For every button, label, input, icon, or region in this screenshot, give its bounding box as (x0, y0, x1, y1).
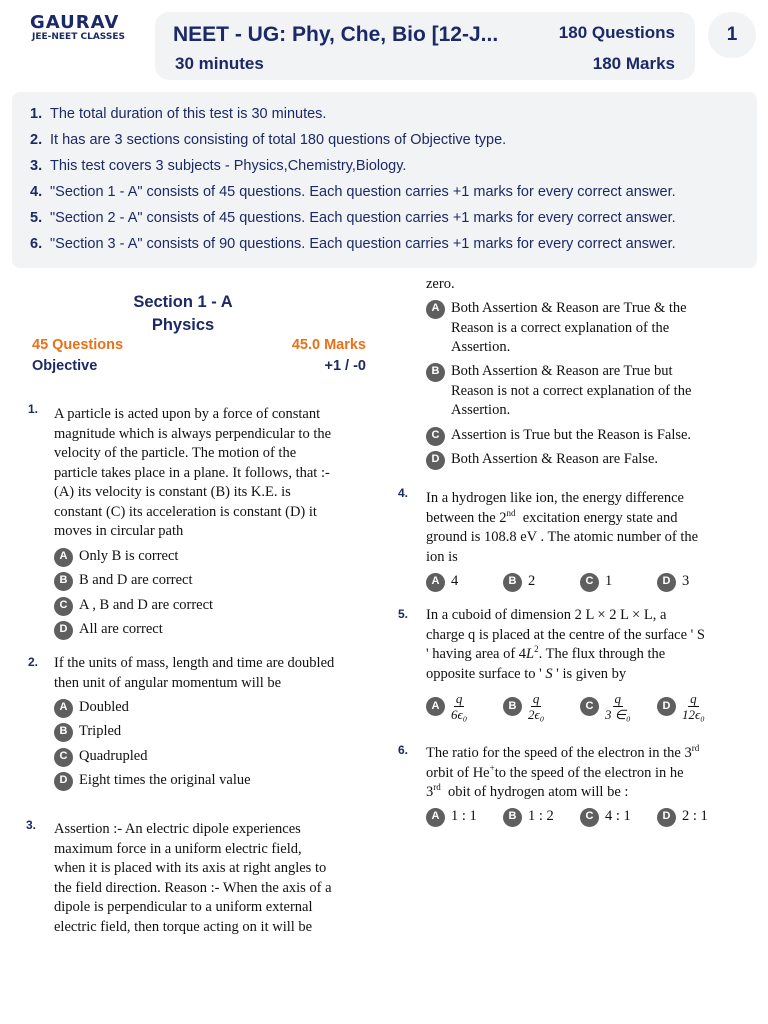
question-text (54, 820, 364, 937)
option-badge: B (54, 572, 73, 591)
option-c[interactable] (54, 596, 213, 616)
option-d[interactable] (54, 771, 251, 791)
question-number: 5. (398, 607, 409, 621)
fraction (682, 692, 705, 721)
fraction-numerator: q (532, 691, 540, 706)
option-badge: C (580, 573, 599, 592)
question-line (426, 764, 746, 784)
option-c[interactable] (580, 572, 612, 592)
instruction-item (30, 210, 757, 236)
option-b[interactable] (503, 572, 535, 592)
instruction-item (30, 132, 757, 158)
option-text: Quadrupled (79, 748, 148, 764)
fraction-denominator: 6ϵ₀ (451, 707, 468, 722)
option-badge: D (54, 621, 73, 640)
option-badge: A (426, 808, 445, 827)
option-text: All are correct (79, 621, 163, 637)
question-line: magnitude which is always perpendicular to the (54, 425, 332, 442)
question-line: dipole is perpendicular to a uniform external (54, 899, 313, 915)
option-text: Doubled (79, 699, 129, 715)
instruction-item (30, 158, 757, 184)
instruction-text: "Section 1 - A" consists of 45 questions. Each question carries +1 marks for every correct answer. (50, 184, 676, 200)
option-b[interactable] (54, 571, 193, 591)
superscript: 2 (534, 644, 539, 654)
option-text: 3 (682, 573, 690, 589)
instruction-text: "Section 2 - A" consists of 45 questions. Each question carries +1 marks for every correct answer. (50, 210, 676, 226)
option-d[interactable] (657, 572, 689, 592)
total-marks: 180 Marks (592, 54, 675, 73)
question-number: 3. (26, 818, 37, 832)
text-segment: orbit of He (426, 764, 490, 781)
question-line (426, 509, 726, 529)
question-line: charge q is placed at the centre of the surface ' S (426, 626, 705, 643)
question-number: 6. (398, 743, 409, 757)
option-badge: B (503, 573, 522, 592)
instructions-panel (12, 92, 757, 268)
option-line: Both Assertion & Reason are True but (451, 363, 673, 379)
option-badge: A (54, 699, 73, 718)
question-text (426, 744, 746, 803)
option-badge: A (426, 573, 445, 592)
fraction (605, 692, 631, 721)
option-line: Assertion. (451, 339, 511, 355)
option-c[interactable] (426, 426, 691, 446)
option-text: Tripled (79, 723, 122, 739)
option-badge: C (580, 697, 599, 716)
test-header (155, 12, 695, 80)
text-segment: ' is given by (552, 665, 627, 682)
option-text: 1 : 1 (451, 808, 477, 824)
text-segment: ' having area of 4 (426, 646, 527, 662)
option-badge: C (54, 748, 73, 767)
section-marks: 45.0 Marks (291, 337, 366, 353)
option-badge: B (503, 697, 522, 716)
question-text (426, 489, 726, 567)
option-c[interactable] (54, 747, 147, 767)
logo-title: GAURAV (30, 12, 120, 33)
option-badge: B (54, 723, 73, 742)
option-b[interactable] (503, 692, 544, 721)
option-badge: A (426, 300, 445, 319)
option-d[interactable] (657, 807, 708, 827)
question-line (426, 665, 736, 685)
option-badge: D (54, 772, 73, 791)
text-segment: obit of hydrogen atom will be : (440, 784, 629, 800)
question-line: (A) its velocity is constant (B) its K.E. is (54, 484, 291, 500)
option-text: Eight times the original value (79, 772, 251, 788)
question-line: particle takes place in a plane. It follows, that :- (54, 464, 330, 481)
option-line: Reason is a correct explanation of the (451, 319, 670, 336)
option-text (451, 299, 687, 358)
option-text: B and D are correct (79, 572, 193, 588)
text-segment: opposite surface to ' (426, 665, 546, 682)
option-badge: C (54, 597, 73, 616)
question-line: when it is placed with its axis at right angles to (54, 860, 327, 876)
question-line (426, 744, 746, 764)
question-line: electric field, then torque acting on it will be (54, 918, 313, 935)
question-line: ion is (426, 548, 458, 565)
math-variable: L (526, 646, 535, 662)
option-text: Assertion is True but the Reason is False. (451, 427, 692, 443)
question-text (54, 654, 364, 693)
section-type: Objective (32, 358, 98, 374)
instruction-number: 2. (30, 132, 43, 148)
logo (30, 14, 145, 43)
option-badge: B (426, 363, 445, 382)
fraction-denominator: 2ϵ₀ (528, 707, 545, 722)
option-badge: D (657, 573, 676, 592)
instruction-item (30, 106, 757, 132)
option-line: Both Assertion & Reason are True & the (451, 300, 687, 316)
option-c[interactable] (580, 807, 631, 827)
question-number: 1. (28, 402, 39, 416)
text-segment: to the speed of the electron in he (494, 764, 684, 781)
option-text: 2 : 1 (682, 808, 708, 824)
logo-subtitle: JEE-NEET CLASSES (32, 32, 125, 42)
question-line: then unit of angular momentum will be (54, 674, 282, 691)
question-line (426, 645, 736, 665)
instruction-text: This test covers 3 subjects - Physics,Chemistry,Biology. (50, 158, 407, 174)
option-a[interactable] (54, 547, 178, 567)
option-text: 1 (605, 573, 613, 589)
text-segment: excitation energy state and (515, 509, 678, 526)
instruction-number: 3. (30, 158, 43, 174)
instruction-text: "Section 3 - A" consists of 90 questions. Each question carries +1 marks for every correct answer. (50, 236, 676, 252)
option-line: Reason is not a correct explanation of the (451, 382, 692, 399)
fraction-denominator: 12ϵ₀ (682, 707, 705, 722)
instruction-text: It has are 3 sections consisting of total 180 questions of Objective type. (50, 132, 507, 148)
page-number: 1 (708, 12, 756, 58)
question-continuation: zero. (426, 276, 455, 292)
question-line (426, 783, 746, 803)
option-a[interactable] (426, 299, 687, 358)
option-d[interactable] (657, 692, 705, 721)
question-line: In a hydrogen like ion, the energy difference (426, 490, 684, 506)
question-line: constant (C) its acceleration is constant (D) it (54, 503, 317, 520)
option-text: 1 : 2 (528, 808, 554, 824)
math-variable: S (545, 665, 553, 682)
text-segment: between the 2 (426, 509, 507, 526)
option-text: A , B and D are correct (79, 597, 214, 613)
option-b[interactable] (426, 362, 691, 421)
option-a[interactable] (426, 572, 458, 592)
test-title: NEET - UG: Phy, Che, Bio [12-J... (173, 23, 499, 46)
fraction-numerator: q (614, 691, 622, 706)
question-line: the field direction. Reason :- When the axis of a (54, 879, 332, 896)
question-number: 2. (28, 655, 39, 669)
fraction (451, 692, 467, 721)
option-badge: D (657, 808, 676, 827)
option-b[interactable] (54, 722, 121, 742)
option-badge: D (657, 697, 676, 716)
superscript: nd (506, 507, 516, 518)
option-text (451, 362, 691, 421)
section-subject: Physics (151, 316, 215, 334)
question-line: moves in circular path (54, 523, 184, 539)
question-text (54, 405, 364, 542)
option-text: Only B is correct (79, 548, 179, 564)
option-c[interactable] (580, 692, 631, 721)
instruction-text: The total duration of this test is 30 minutes. (50, 106, 327, 122)
superscript: + (489, 762, 495, 773)
question-line: Assertion :- An electric dipole experiences (54, 821, 301, 837)
instruction-item (30, 236, 757, 262)
option-a[interactable] (426, 807, 477, 827)
fraction-denominator: 3 ∈₀ (605, 707, 631, 722)
instruction-number: 5. (30, 210, 43, 226)
fraction-numerator: q (455, 691, 463, 706)
question-number: 4. (398, 486, 409, 500)
question-text (426, 606, 736, 684)
option-badge: D (426, 451, 445, 470)
option-a[interactable] (426, 692, 467, 721)
option-badge: A (426, 697, 445, 716)
question-line: If the units of mass, length and time are doubled (54, 655, 335, 671)
option-badge: C (426, 427, 445, 446)
text-segment: . The flux through the (538, 646, 666, 662)
section-title: Section 1 - A (133, 293, 233, 311)
fraction (528, 692, 544, 721)
question-line: ground is 108.8 eV . The atomic number of the (426, 529, 699, 545)
option-d[interactable] (426, 450, 658, 470)
option-line: Assertion. (451, 402, 511, 418)
total-questions: 180 Questions (558, 23, 675, 42)
superscript: rd (691, 743, 700, 753)
section-question-count: 45 Questions (32, 337, 124, 353)
option-text: Both Assertion & Reason are False. (451, 451, 659, 467)
instruction-number: 4. (30, 184, 43, 200)
text-segment: The ratio for the speed of the electron in the 3 (426, 745, 692, 761)
test-duration: 30 minutes (175, 54, 264, 73)
option-text: 4 : 1 (605, 808, 631, 824)
question-line: maximum force in a uniform electric field, (54, 840, 302, 857)
text-segment: 3 (426, 784, 434, 800)
question-line: A particle is acted upon by a force of constant (54, 406, 321, 422)
superscript: rd (433, 782, 441, 792)
option-b[interactable] (503, 807, 554, 827)
instruction-number: 1. (30, 106, 43, 122)
question-line: In a cuboid of dimension 2 L × 2 L × L, a (426, 607, 667, 623)
question-line: velocity of the particle. The motion of the (54, 445, 297, 461)
option-badge: B (503, 808, 522, 827)
option-badge: C (580, 808, 599, 827)
option-badge: A (54, 548, 73, 567)
option-d[interactable] (54, 620, 163, 640)
option-text: 4 (451, 573, 459, 589)
instruction-item (30, 184, 757, 210)
option-a[interactable] (54, 698, 129, 718)
section-scoring: +1 / -0 (324, 358, 366, 374)
option-text: 2 (528, 573, 536, 589)
fraction-numerator: q (690, 691, 697, 706)
instruction-number: 6. (30, 236, 43, 252)
